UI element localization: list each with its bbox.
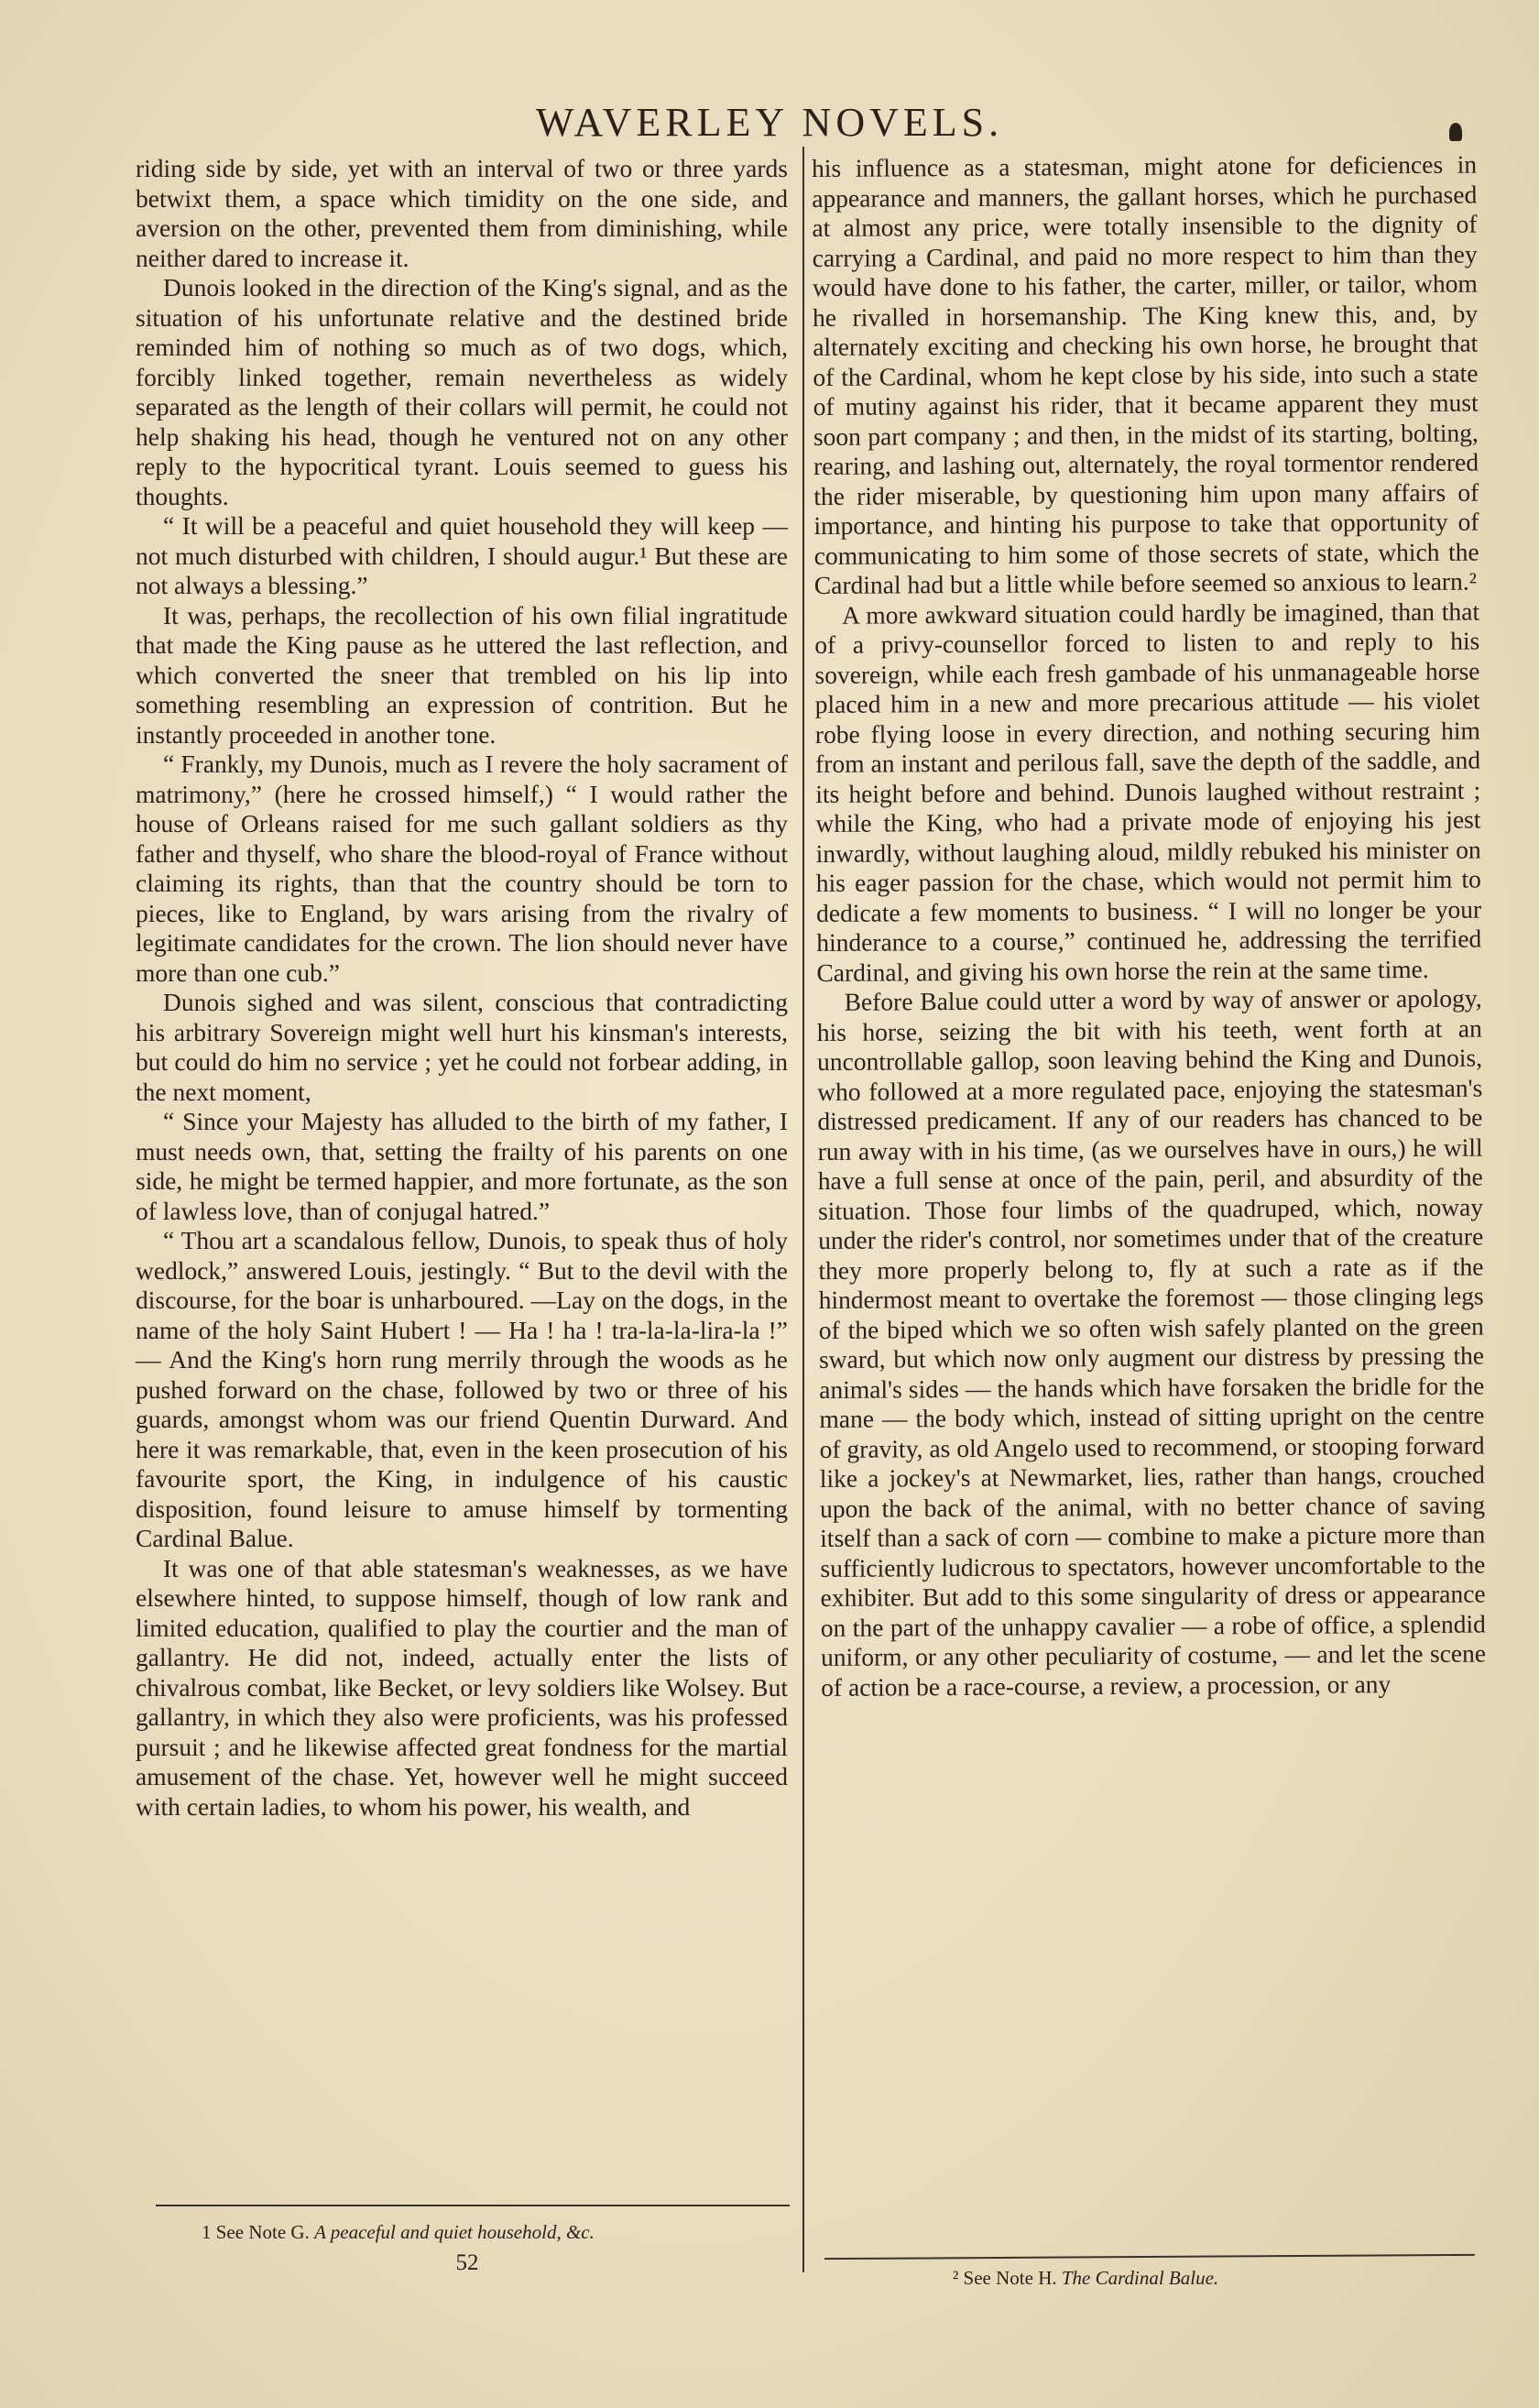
footnote-rule-right — [824, 2254, 1475, 2260]
footnote-ref: 1 See Note G. — [202, 2221, 310, 2243]
ink-mark — [1449, 123, 1462, 141]
paragraph: “ Since your Majesty has alluded to the birth of my father, I must needs own, that, setting the frailty of his parents on one side, he might be termed happier, and more fortunate, as the son of lawless love, than of conjugal hatred.” — [136, 1107, 788, 1225]
footnote-ref: ² See Note H. — [953, 2267, 1057, 2289]
footnote-text: The Cardinal Balue. — [1061, 2267, 1219, 2289]
column-divider — [802, 147, 804, 2272]
paragraph: It was, perhaps, the recollection of his own filial ingratitude that made the King pause as he uttered the last reflection, and which converted the sneer that trembled on his lip into something resembling an expression of contrition. But he instantly proceeded in another tone. — [136, 600, 788, 749]
footnote-rule-left — [156, 2205, 790, 2206]
paragraph: “ Frankly, my Dunois, much as I revere the holy sacrament of matrimony,” (here he crossed himself,) “ I would rather the house of Orleans raised for me such gallant soldiers as thy father and thyself, who share the blood-royal of France without claiming its rights, than that the country should be torn to pieces, like to England, by wars arising from the rivalry of legitimate candidates for the crown. The lion should never have more than one cub.” — [136, 750, 788, 987]
running-header: WAVERLEY NOVELS. — [535, 100, 1004, 145]
paragraph: “ It will be a peaceful and quiet household they will keep — not much disturbed with children, I should augur.¹ But these are not always a blessing.” — [136, 511, 788, 599]
left-column — [136, 154, 788, 2179]
paragraph: It was one of that able statesman's weaknesses, as we have elsewhere hinted, to suppose himself, though of low rank and limited education, qualified to play the courtier and the man of gallantry. He did not, indeed, actually enter the lists of chivalrous combat, like Becket, or levy soldiers like Wolsey. But gallantry, in which they also were proficients, was his professed pursuit ; and he likewise affected great fondness for the martial amusement of the chase. Yet, however well he might succeed with certain ladies, to whom his power, his wealth, and — [136, 1553, 788, 1821]
footnote-text: A peaceful and quiet household, &c. — [314, 2221, 595, 2243]
paragraph: “ Thou art a scandalous fellow, Dunois, to speak thus of holy wedlock,” answered Louis, jestingly. “ But to the devil with the discourse, for the boar is unharboured. —Lay on the dogs, in the name of the holy Saint Hubert ! — Ha ! ha ! tra-la-la-lira-la !” — And the King's horn rung merrily through the woods as he pushed forward on the chase, followed by two or three of his guards, amongst whom was our friend Quentin Durward. And here it was remarkable, that, even in the keen prosecution of his favourite sport, the King, in indulgence of his caustic disposition, found leisure to amuse himself by tormenting Cardinal Balue. — [136, 1226, 788, 1552]
paragraph: Dunois sighed and was silent, conscious that contradicting his arbitrary Sovereign might well hurt his kinsman's interests, but could do him no service ; yet he could not forbear adding, in the next moment, — [136, 988, 788, 1106]
paragraph: his influence as a statesman, might atone for deficiences in appearance and manners, the gallant horses, which he purchased at almost any price, were totally insensible to the dignity of carrying a Cardinal, and paid no more respect to him than they would have done to his father, the carter, miller, or tailor, whom he rivalled in horsemanship. The King knew this, and, by alternately exciting and checking his own horse, he brought that of the Cardinal, whom he kept close by his side, into such a state of mutiny against his rider, that it became apparent they must soon part company ; and then, in the midst of its starting, bolting, rearing, and lashing out, alternately, the royal tormentor rendered the rider miserable, by questioning him upon many affairs of importance, and hinting his purpose to take that opportunity of communicating to him some of those secrets of state, which the Cardinal had but a little while before seemed so anxious to learn.² — [812, 149, 1479, 599]
paragraph: Dunois looked in the direction of the King's signal, and as the situation of his unfortunate relative and the destined bride reminded him of nothing so much as of two dogs, which, forcibly linked together, remain nevertheless as widely separated as the length of their collars will permit, he could not help shaking his head, though he ventured not on any other reply to the hypocritical tyrant. Louis seemed to guess his thoughts. — [136, 273, 788, 510]
page-number: 52 — [455, 2250, 479, 2275]
paragraph: Before Balue could utter a word by way of answer or apology, his horse, seizing the bit with his teeth, went forth at an uncontrollable gallop, soon leaving behind the King and Dunois, who followed at a more regulated pace, enjoying the statesman's distressed predicament. If any of our readers has chanced to be run away with in his time, (as we ourselves have in ours,) he will have a full sense at once of the pain, peril, and absurdity of the situation. Those four limbs of the quadruped, which, noway under the rider's control, nor sometimes under that of the creature they more properly belong to, fly at such a rate as if the hindermost meant to overtake the foremost — those clinging legs of the biped which we so often wish safely planted on the green sward, but which now only augment our distress by pressing the animal's sides — the hands which have forsaken the bridle for the mane — the body which, instead of sitting upright on the centre of gravity, as old Angelo used to recommend, or stooping forward like a jockey's at Newmarket, lies, rather than hangs, crouched upon the back of the animal, with no better chance of saving itself than a sack of corn — combine to make a picture more than sufficiently ludicrous to spectators, however uncomfortable to the exhibiter. But add to this some singularity of dress or appearance on the part of the unhappy cavalier — a robe of office, a splendid uniform, or any other peculiarity of costume, — and let the scene of action be a race-course, a review, a procession, or any — [816, 983, 1487, 1702]
paragraph: riding side by side, yet with an interval of two or three yards betwixt them, a space which timidity on the one side, and aversion on the other, prevented them from diminishing, while neither dared to increase it. — [136, 154, 788, 272]
footnote-left — [202, 2221, 595, 2244]
paragraph: A more awkward situation could hardly be imagined, than that of a privy-counsellor forced to listen to and reply to his sovereign, while each fresh gambade of his unmanageable horse placed him in a new and more precarious attitude — his violet robe flying loose in every direction, and nothing securing him from an instant and perilous fall, save the depth of the saddle, and its height before and behind. Dunois laughed without restraint ; while the King, who had a private mode of enjoying his jest inwardly, without laughing aloud, mildly rebuked his minister on his eager passion for the chase, which would not permit him to dedicate a few moments to business. “ I will no longer be your hinderance to a course,” continued he, addressing the terrified Cardinal, and giving his own horse the rein at the same time. — [814, 597, 1482, 987]
footnote-right — [953, 2267, 1218, 2290]
right-column — [812, 150, 1490, 2225]
